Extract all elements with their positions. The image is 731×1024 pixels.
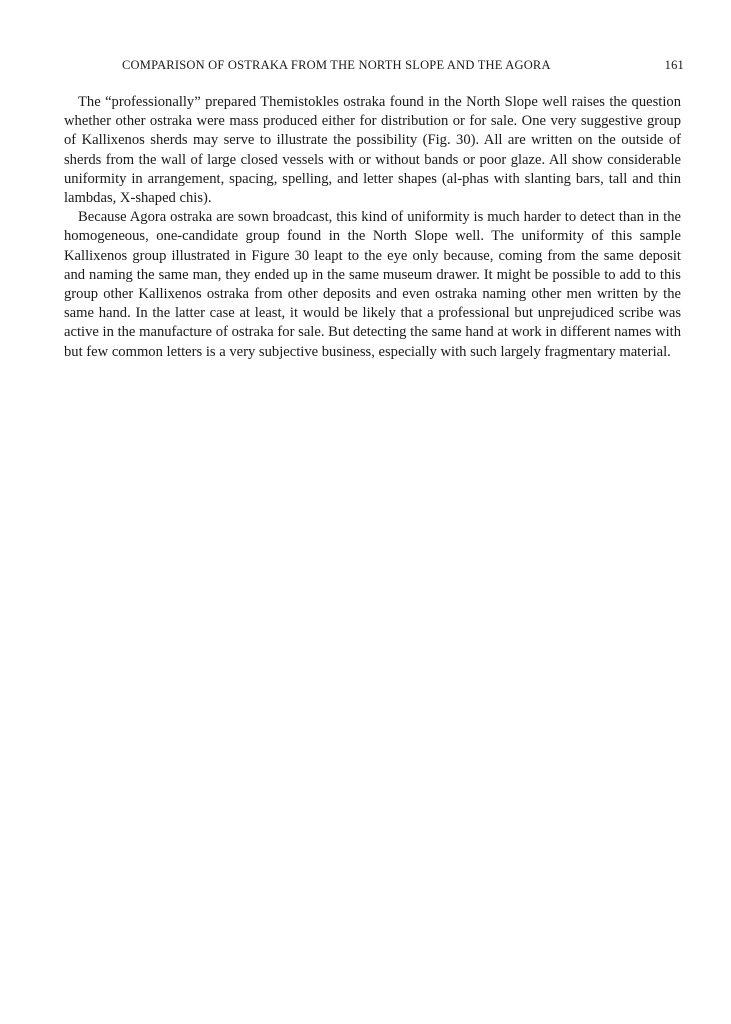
running-title: COMPARISON OF OSTRAKA FROM THE NORTH SLOPE AND THE AGORA — [122, 58, 551, 72]
paragraph: Because Agora ostraka are sown broadcast, this kind of uniformity is much harder to detect than in the homogeneous, one-candidate group found in the North Slope well. The uniformity of this sample Kallixenos group illustrated in Figure 30 leapt to the eye only because, coming from the same deposit and naming the same man, they ended up in the same museum drawer. It might be possible to add to this group other Kallixenos ostraka from other deposits and even ostraka naming other men written by the same hand. In the latter case at least, it would be likely that a professional but unprejudiced scribe was active in the manufacture of ostraka for sale. But detecting the same hand at work in different names with but few common letters is a very subjective business, especially with such largely fragmentary material. — [64, 209, 681, 360]
running-head — [64, 58, 684, 78]
body-text — [64, 93, 681, 362]
paragraph: The “professionally” prepared Themistokles ostraka found in the North Slope well raises the question whether other ostraka were mass produced either for distribution or for sale. One very suggestive group of Kallixenos sherds may serve to illustrate the possibility (Fig. 30). All are written on the outside of sherds from the wall of large closed vessels with or without bands or poor glaze. All show considerable uniformity in arrangement, spacing, spelling, and letter shapes (al-phas with slanting bars, tall and thin lambdas, X-shaped chis). — [64, 94, 681, 207]
page-number: 161 — [664, 58, 684, 72]
